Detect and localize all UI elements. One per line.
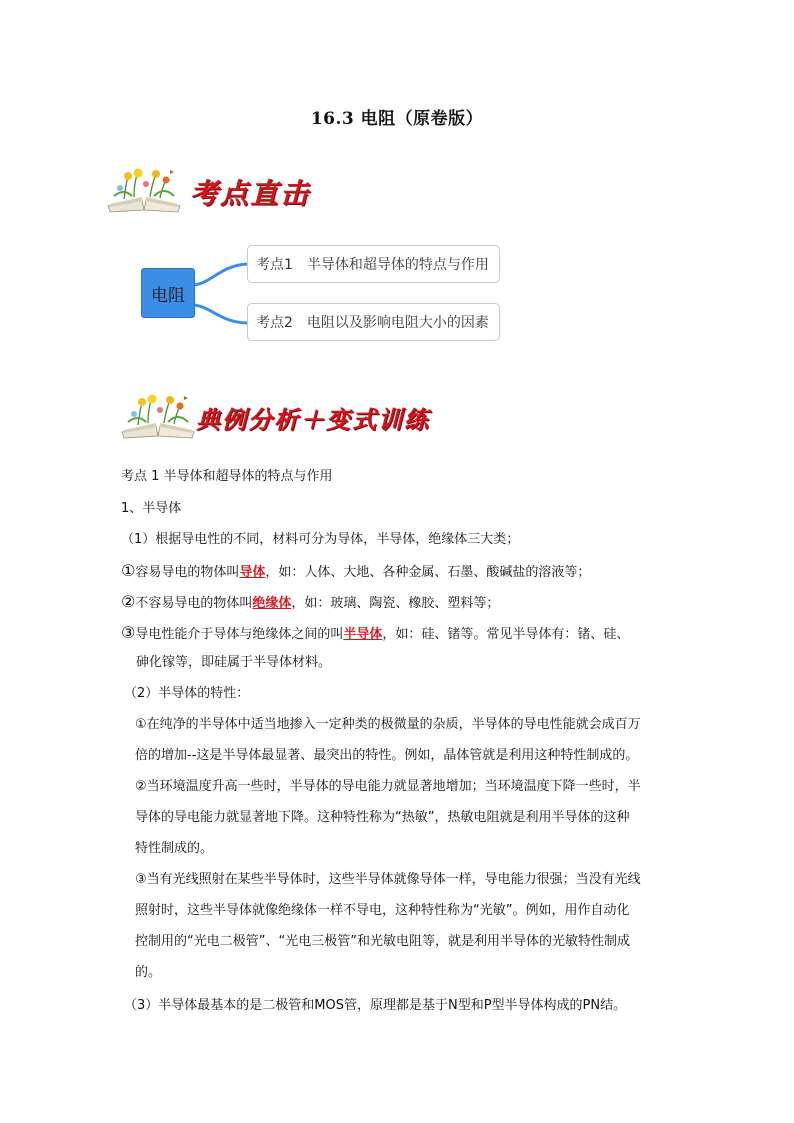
list-item [121,623,629,645]
paragraph: （1）根据导电性的不同，材料可分为导体，半导体，绝缘体三大类； [121,532,520,547]
book-flowers-icon [104,166,184,214]
mindmap-node-kaodian2 [247,303,500,341]
mindmap-connector [190,255,252,335]
list-item-text: 不容易导电的物体叫 [135,596,253,611]
book-flowers-icon [118,392,198,440]
paragraph: （2）半导体的特性： [124,686,250,701]
list-item-text: 容易导电的物体叫 [135,565,240,580]
feature-line: 的。 [135,965,162,980]
kaodian1-heading: 考点 1 半导体和超导体的特点与作用 [121,469,333,484]
mindmap-node-label: 电阻以及影响电阻大小的因素 [306,315,489,331]
mindmap-node-label: 半导体和超导体的特点与作用 [306,257,489,273]
section-heading: 1、半导体 [121,501,182,516]
dianli-banner: 典例分析＋变式训练 [196,405,430,434]
key-term: 半导体 [343,627,383,642]
key-term: 绝缘体 [252,596,292,611]
paragraph: （3）半导体最基本的是二极管和MOS管，原理都是基于N型和P型半导体构成的PN结。 [124,998,627,1013]
circled-number: ③ [121,623,136,642]
feature-line: 导体的导电能力就显著地下降。这种特性称为“热敏”，热敏电阻就是利用半导体的这种 [135,810,630,825]
mindmap-node-kaodian1 [247,245,500,283]
list-item-text: ，如：玻璃、陶瓷、橡胶、塑料等； [291,596,500,611]
feature-line: 照射时，这些半导体就像绝缘体一样不导电，这种特性称为“光敏”。例如，用作自动化 [135,903,630,918]
circled-number: ① [121,561,136,580]
list-item-text: 导电性能介于导体与绝缘体之间的叫 [135,627,344,642]
list-item-continuation: 砷化镓等，即硅属于半导体材料。 [136,655,332,670]
key-term: 导体 [239,565,266,580]
feature-line: ③当有光线照射在某些半导体时，这些半导体就像导体一样，导电能力很强；当没有光线 [135,872,641,887]
feature-line: 控制用的“光电二极管”、“光电三极管”和光敏电阻等，就是利用半导体的光敏特性制成 [135,934,630,949]
mindmap-node-num: 考点1 [256,257,293,273]
feature-line: ①在纯净的半导体中适当地掺入一定种类的极微量的杂质，半导体的导电性能就会成百万 [135,717,641,732]
list-item [121,592,499,614]
feature-line: 倍的增加--这是半导体最显著、最突出的特性。例如，晶体管就是利用这种特性制成的。 [135,748,639,763]
feature-line: 特性制成的。 [135,841,214,856]
page-title: 16.3 电阻（原卷版） [310,109,484,129]
circled-number: ② [121,592,136,611]
feature-line: ②当环境温度升高一些时，半导体的导电能力就显著地增加；当环境温度下降一些时，半 [135,779,641,794]
list-item [121,561,590,583]
mindmap-node-num: 考点2 [256,315,293,331]
mindmap-root: 电阻 [141,268,195,318]
list-item-text: ，如：硅、锗等。常见半导体有：锗、硅、 [382,627,630,642]
kaodian-banner: 考点直击 [190,177,311,210]
list-item-text: ，如：人体、大地、各种金属、石墨、酸碱盐的溶液等； [265,565,591,580]
